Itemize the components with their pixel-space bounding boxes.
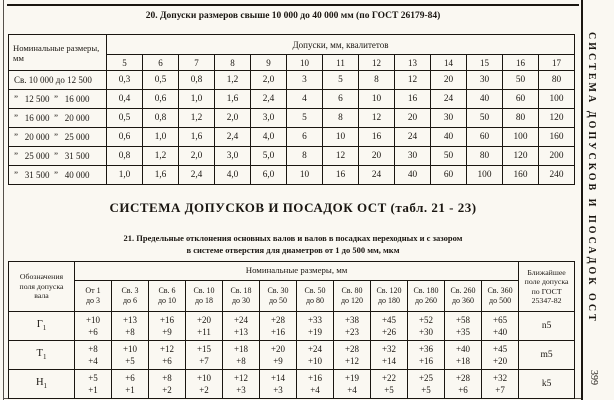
tolerance-value-cell: 10: [323, 128, 359, 147]
tolerance-value-cell: 20: [359, 147, 395, 166]
tolerance-value-cell: 160: [539, 128, 575, 147]
deviation-cell: +33 +19: [297, 312, 334, 341]
size-row: [9, 147, 575, 166]
tolerances-table-20: [8, 34, 575, 185]
top-border-rule: [7, 4, 579, 6]
size-range-cell: ” 12 500 ” 16 000: [9, 90, 107, 109]
deviation-cell: +6 +1: [112, 370, 149, 399]
tolerance-value-cell: 0,6: [143, 90, 179, 109]
deviation-cell: +28 +16: [260, 312, 297, 341]
tolerance-value-cell: 100: [503, 128, 539, 147]
tolerance-value-cell: 16: [395, 90, 431, 109]
tolerance-value-cell: 10: [287, 166, 323, 185]
table-21-title-line2: в системе отверстия для диаметров от 1 до 500 мм, мкм: [186, 245, 400, 255]
nominal-sizes-group-header: Номинальные размеры, мм: [75, 262, 519, 281]
qualitet-column-header: 9: [251, 55, 287, 71]
size-range-column-header: Св. 50 до 80: [297, 281, 334, 312]
tolerance-value-cell: 1,2: [143, 147, 179, 166]
tolerance-value-cell: 5: [323, 71, 359, 90]
tolerance-field-designation: $Т_1$: [9, 341, 75, 370]
tolerance-value-cell: 10: [359, 90, 395, 109]
tolerance-value-cell: 100: [539, 90, 575, 109]
deviation-row: [9, 370, 575, 399]
margin-vertical-title: СИСТЕМА ДОПУСКОВ И ПОСАДОК ОСТ: [586, 32, 597, 324]
tolerance-value-cell: 80: [503, 109, 539, 128]
tolerance-value-cell: 1,6: [143, 166, 179, 185]
deviation-cell: +52 +30: [408, 312, 445, 341]
deviation-cell: +14 +3: [260, 370, 297, 399]
tolerance-value-cell: 160: [503, 166, 539, 185]
qualitet-column-header: 5: [107, 55, 143, 71]
tolerance-value-cell: 0,6: [107, 128, 143, 147]
qualitet-column-header: 8: [215, 55, 251, 71]
size-range-cell: ” 31 500 ” 40 000: [9, 166, 107, 185]
deviation-cell: +24 +13: [223, 312, 260, 341]
tolerance-value-cell: 2,4: [251, 90, 287, 109]
size-range-cell: ” 25 000 ” 31 500: [9, 147, 107, 166]
shaft-field-designation-header: Обозначения поля допуска вала: [9, 262, 75, 312]
size-range-column-header: Св. 80 до 120: [334, 281, 371, 312]
size-range-column-header: Св. 260 до 360: [445, 281, 482, 312]
tolerance-value-cell: 1,2: [215, 71, 251, 90]
size-range-column-header: Св. 10 до 18: [186, 281, 223, 312]
deviation-cell: +16 +4: [297, 370, 334, 399]
tolerance-value-cell: 120: [539, 109, 575, 128]
size-row: [9, 128, 575, 147]
size-range-cell: ” 20 000 ” 25 000: [9, 128, 107, 147]
qualitet-column-header: 16: [503, 55, 539, 71]
tolerance-value-cell: 80: [467, 147, 503, 166]
size-range-cell: Св. 10 000 до 12 500: [9, 71, 107, 90]
tolerance-value-cell: 100: [467, 166, 503, 185]
deviation-cell: +5 +1: [75, 370, 112, 399]
nearest-field-value: m5: [519, 341, 575, 370]
tolerance-value-cell: 3,0: [251, 109, 287, 128]
size-range-column-header: Св. 120 до 180: [371, 281, 408, 312]
tolerance-value-cell: 60: [467, 128, 503, 147]
tolerance-value-cell: 24: [359, 166, 395, 185]
tolerance-value-cell: 5: [287, 109, 323, 128]
size-range-cell: ” 16 000 ” 20 000: [9, 109, 107, 128]
deviation-row: [9, 312, 575, 341]
deviation-cell: +8 +2: [149, 370, 186, 399]
tolerance-field-designation: $Г_1$: [9, 312, 75, 341]
table-21-title-line1: 21. Предельные отклонения основных валов и валов в посадках переходных и с зазором: [123, 233, 463, 243]
tolerance-value-cell: 40: [467, 90, 503, 109]
deviation-cell: +58 +35: [445, 312, 482, 341]
qualitet-column-header: 14: [431, 55, 467, 71]
qualitet-column-header: 11: [323, 55, 359, 71]
tolerance-value-cell: 40: [431, 128, 467, 147]
deviation-cell: +10 +6: [75, 312, 112, 341]
deviation-cell: +20 +11: [186, 312, 223, 341]
size-row: [9, 109, 575, 128]
tolerance-value-cell: 8: [287, 147, 323, 166]
size-row: [9, 90, 575, 109]
tolerance-value-cell: 5,0: [251, 147, 287, 166]
tolerance-value-cell: 60: [503, 90, 539, 109]
tolerance-value-cell: 24: [395, 128, 431, 147]
tolerance-value-cell: 2,4: [215, 128, 251, 147]
qualitet-column-header: 10: [287, 55, 323, 71]
section-heading: СИСТЕМА ДОПУСКОВ И ПОСАДОК ОСТ (табл. 21 - 23): [109, 200, 477, 215]
tolerance-value-cell: 60: [431, 166, 467, 185]
tolerance-value-cell: 0,5: [107, 109, 143, 128]
left-border-rule: [3, 0, 4, 400]
tolerance-value-cell: 1,2: [179, 109, 215, 128]
tolerance-value-cell: 0,5: [143, 71, 179, 90]
tolerance-value-cell: 6,0: [251, 166, 287, 185]
tolerance-value-cell: 240: [539, 166, 575, 185]
size-range-column-header: Св. 3 до 6: [112, 281, 149, 312]
qualitet-column-header: 15: [467, 55, 503, 71]
tolerance-value-cell: 4: [287, 90, 323, 109]
tolerance-value-cell: 16: [323, 166, 359, 185]
margin-divider-rule: [581, 0, 583, 400]
tolerance-value-cell: 2,4: [179, 166, 215, 185]
size-range-column-header: От 1 до 3: [75, 281, 112, 312]
deviation-cell: +32 +7: [482, 370, 519, 399]
qualitet-column-header: 7: [179, 55, 215, 71]
size-range-column-header: Св. 18 до 30: [223, 281, 260, 312]
size-row: [9, 166, 575, 185]
deviation-cell: +19 +4: [334, 370, 371, 399]
tolerance-value-cell: 3: [287, 71, 323, 90]
tolerance-value-cell: 3,0: [215, 147, 251, 166]
deviation-cell: +32 +14: [371, 341, 408, 370]
tolerance-value-cell: 200: [539, 147, 575, 166]
deviation-cell: +16 +9: [149, 312, 186, 341]
tolerance-value-cell: 50: [467, 109, 503, 128]
table-20-title: 20. Допуски размеров свыше 10 000 до 40 000 мм (по ГОСТ 26179-84): [145, 11, 441, 21]
deviation-cell: +12 +3: [223, 370, 260, 399]
size-row: [9, 71, 575, 90]
size-range-column-header: Св. 30 до 50: [260, 281, 297, 312]
tolerance-value-cell: 8: [359, 71, 395, 90]
tolerance-value-cell: 4,0: [215, 166, 251, 185]
tolerance-value-cell: 12: [323, 147, 359, 166]
deviation-cell: +13 +8: [112, 312, 149, 341]
tolerance-value-cell: 50: [431, 147, 467, 166]
deviation-row: [9, 341, 575, 370]
deviation-cell: +45 +20: [482, 341, 519, 370]
deviation-cell: +22 +5: [371, 370, 408, 399]
deviation-cell: +25 +5: [408, 370, 445, 399]
deviation-cell: +12 +6: [149, 341, 186, 370]
tolerance-value-cell: 0,8: [107, 147, 143, 166]
tolerance-value-cell: 20: [431, 71, 467, 90]
tolerance-value-cell: 1,0: [179, 90, 215, 109]
qualitet-column-header: 17: [539, 55, 575, 71]
nearest-gost-field-header: Ближайшее поле допуска по ГОСТ 25347-82: [519, 262, 575, 312]
deviation-cell: +45 +26: [371, 312, 408, 341]
tolerance-value-cell: 0,8: [179, 71, 215, 90]
tolerance-value-cell: 2,0: [215, 109, 251, 128]
tolerance-value-cell: 1,6: [215, 90, 251, 109]
tolerance-value-cell: 0,3: [107, 71, 143, 90]
tolerance-value-cell: 8: [323, 109, 359, 128]
tolerance-value-cell: 4,0: [251, 128, 287, 147]
tolerance-value-cell: 1,6: [179, 128, 215, 147]
deviation-cell: +28 +12: [334, 341, 371, 370]
tolerance-value-cell: 50: [503, 71, 539, 90]
tolerance-value-cell: 30: [395, 147, 431, 166]
size-range-column-header: Св. 6 до 10: [149, 281, 186, 312]
size-range-column-header: Св. 360 до 500: [482, 281, 519, 312]
deviation-cell: +10 +5: [112, 341, 149, 370]
tolerance-value-cell: 12: [395, 71, 431, 90]
tolerance-value-cell: 1,0: [107, 166, 143, 185]
tolerance-value-cell: 30: [431, 109, 467, 128]
tolerance-value-cell: 2,0: [179, 147, 215, 166]
tolerance-value-cell: 1,0: [143, 128, 179, 147]
deviation-cell: +24 +10: [297, 341, 334, 370]
nearest-field-value: k5: [519, 370, 575, 399]
tolerance-value-cell: 0,8: [143, 109, 179, 128]
tolerance-value-cell: 120: [503, 147, 539, 166]
tolerance-value-cell: 20: [395, 109, 431, 128]
deviation-cell: +65 +40: [482, 312, 519, 341]
qualitet-column-header: 13: [395, 55, 431, 71]
deviation-cell: +38 +23: [334, 312, 371, 341]
nearest-field-value: n5: [519, 312, 575, 341]
tolerance-field-designation: $Н_1$: [9, 370, 75, 399]
tolerance-value-cell: 0,4: [107, 90, 143, 109]
table-21-title: [8, 232, 578, 256]
deviation-cell: +18 +8: [223, 341, 260, 370]
deviation-cell: +10 +2: [186, 370, 223, 399]
nominal-sizes-header: Номинальные размеры, мм: [9, 35, 107, 71]
tolerance-value-cell: 30: [467, 71, 503, 90]
deviation-cell: +15 +7: [186, 341, 223, 370]
deviations-table-21: [8, 261, 575, 399]
tolerance-value-cell: 6: [323, 90, 359, 109]
tolerance-value-cell: 24: [431, 90, 467, 109]
tolerance-value-cell: 12: [359, 109, 395, 128]
tolerance-value-cell: 40: [395, 166, 431, 185]
tolerance-value-cell: 2,0: [251, 71, 287, 90]
page-number: 399: [588, 370, 599, 385]
deviation-cell: +28 +6: [445, 370, 482, 399]
deviation-cell: +20 +9: [260, 341, 297, 370]
deviation-cell: +8 +4: [75, 341, 112, 370]
tolerance-value-cell: 16: [359, 128, 395, 147]
deviation-cell: +36 +16: [408, 341, 445, 370]
tolerance-value-cell: 6: [287, 128, 323, 147]
size-range-column-header: Св. 180 до 260: [408, 281, 445, 312]
qualitet-column-header: 12: [359, 55, 395, 71]
tolerances-group-header: Допуски, мм, квалитетов: [107, 35, 575, 55]
qualitet-column-header: 6: [143, 55, 179, 71]
tolerance-value-cell: 80: [539, 71, 575, 90]
deviation-cell: +40 +18: [445, 341, 482, 370]
